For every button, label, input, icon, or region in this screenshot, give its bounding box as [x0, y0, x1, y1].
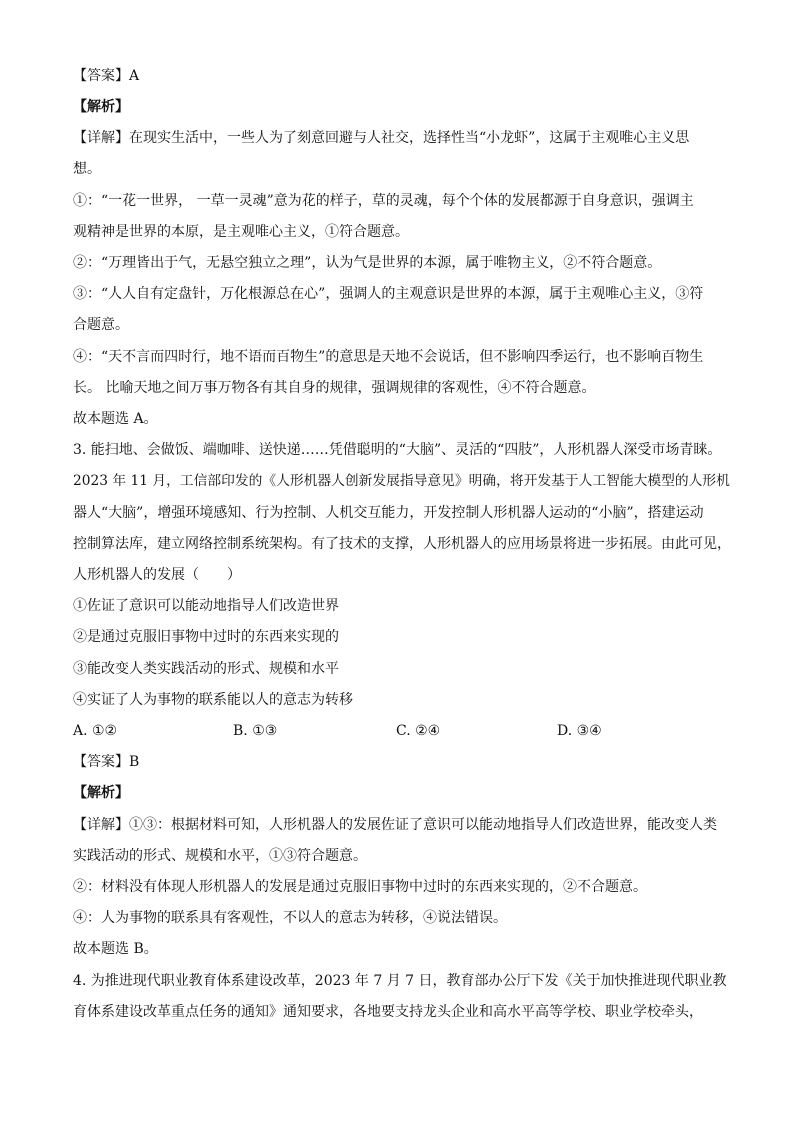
q2-conclusion: 故本题选 A。 — [73, 411, 158, 427]
q3-stem-line-3: 器人“大脑”，增强环境感知、行为控制、人机交互能力，开发控制人形机器人运动的“小脑”，搭建运动 — [73, 505, 704, 521]
q3-option-b: B. ①③ — [233, 723, 278, 739]
q3-option-c: C. ②④ — [396, 723, 441, 739]
q2-detail-line-7: 合题意。 — [73, 317, 129, 333]
q2-detail-line-9: 长。 比喻天地之间万事万物各有其自身的规律，强调规律的客观性，④不符合题意。 — [73, 380, 596, 396]
q4-stem-line-2: 育体系建设改革重点任务的通知》通知要求，各地要支持龙头企业和高水平高等学校、职业学校牵头， — [73, 1004, 703, 1020]
q3-item-2: ②是通过克服旧事物中过时的东西来实现的 — [73, 629, 339, 645]
q3-detail-line-1: 【详解】①③：根据材料可知，人形机器人的发展佐证了意识可以能动地指导人们改造世界，能改变人类 — [73, 817, 717, 833]
q3-detail-line-3: ②：材料没有体现人形机器人的发展是通过克服旧事物中过时的东西来实现的，②不合题意。 — [73, 879, 647, 895]
q2-detail-line-8: ④：“天不言而四时行，地不语而百物生”的意思是天地不会说话，但不影响四季运行，也不影响百物生 — [73, 349, 704, 365]
q3-conclusion: 故本题选 B。 — [73, 941, 158, 957]
q2-answer: 【答案】A — [73, 68, 140, 84]
q3-stem-line-2: 2023 年 11 月，工信部印发的《人形机器人创新发展指导意见》明确，将开发基于人工智能大模型的人形机 — [73, 473, 730, 489]
q3-option-a: A. ①② — [73, 723, 118, 739]
q3-option-d: D. ③④ — [557, 723, 602, 739]
q2-detail-line-6: ③：“人人自有定盘针，万化根源总在心”，强调人的主观意识是世界的本源，属于主观唯心主义，③符 — [73, 286, 704, 302]
q3-item-3: ③能改变人类实践活动的形式、规模和水平 — [73, 661, 339, 677]
q2-detail-line-2: 想。 — [73, 161, 101, 177]
q2-detail-line-5: ②：“万理皆出于气，无悬空独立之理”，认为气是世界的本源，属于唯物主义，②不符合题意。 — [73, 255, 662, 271]
q4-stem-line-1: 4. 为推进现代职业教育体系建设改革，2023 年 7 月 7 日，教育部办公厅下发《关于加快推进现代职业教 — [73, 973, 727, 989]
q3-answer: 【答案】B — [73, 754, 140, 770]
q3-item-1: ①佐证了意识可以能动地指导人们改造世界 — [73, 598, 339, 614]
q3-stem-line-5: 人形机器人的发展（ ） — [73, 567, 241, 583]
q3-stem-line-1: 3. 能扫地、会做饭、端咖啡、送快递……凭借聪明的“大脑”、灵活的“四肢”，人形机器人深受市场青睐。 — [73, 442, 722, 458]
q3-stem-line-4: 控制算法库，建立网络控制系统架构。有了技术的支撑，人形机器人的应用场景将进一步拓展。由此可见， — [73, 536, 731, 552]
q2-detail-line-1: 【详解】在现实生活中，一些人为了刻意回避与人社交，选择性当“小龙虾”，这属于主观唯心主义思 — [73, 130, 690, 146]
q3-detail-line-2: 实践活动的形式、规模和水平，①③符合题意。 — [73, 848, 367, 864]
q2-detail-line-4: 观精神是世界的本原，是主观唯心主义，①符合题意。 — [73, 224, 409, 240]
q3-analysis-heading: 【解析】 — [73, 785, 129, 801]
q2-detail-line-3: ①：“一花一世界， 一草一灵魂”意为花的样子，草的灵魂，每个个体的发展都源于自身意识，强调主 — [73, 193, 694, 209]
q3-detail-line-4: ④：人为事物的联系具有客观性，不以人的意志为转移，④说法错误。 — [73, 910, 507, 926]
q3-item-4: ④实证了人为事物的联系能以人的意志为转移 — [73, 692, 353, 708]
q2-analysis-heading: 【解析】 — [73, 99, 129, 115]
